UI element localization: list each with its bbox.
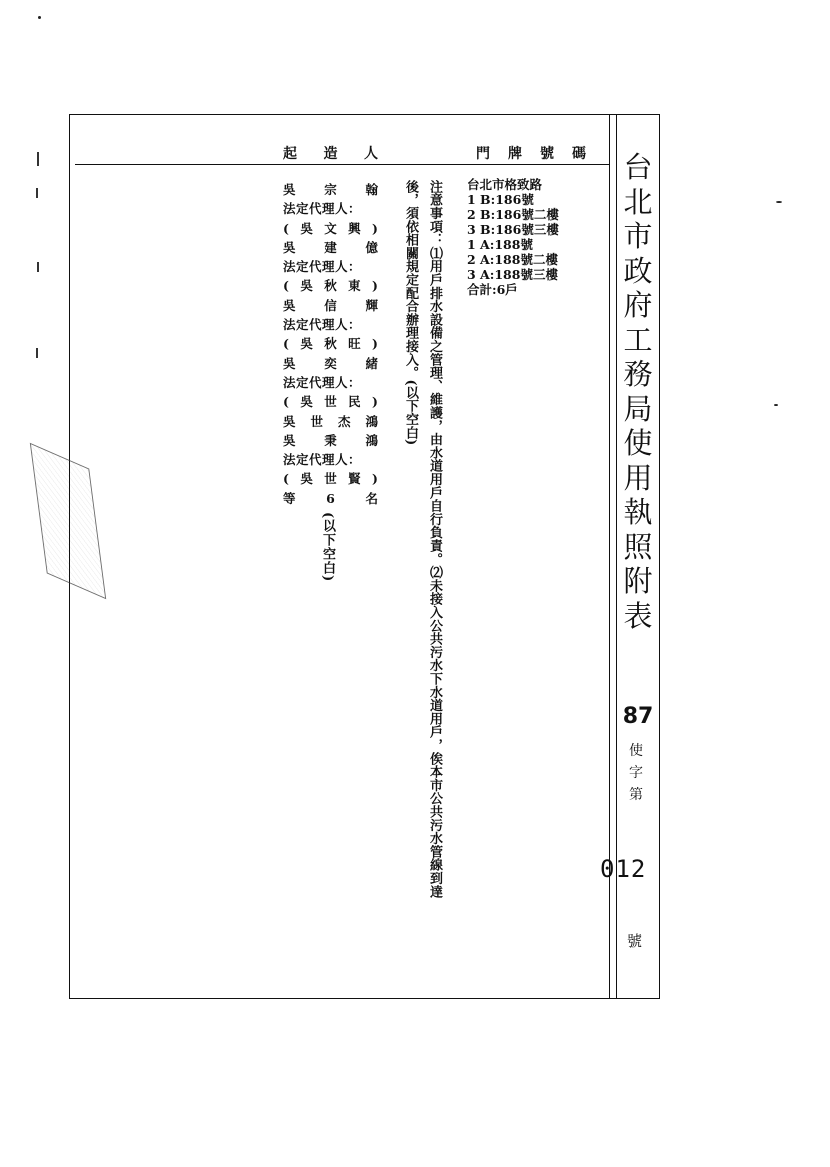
address-line: 合計:6戶 xyxy=(467,282,518,297)
owner-line: 法定代理人： xyxy=(283,259,362,275)
address-line: 3 B:186號三樓 xyxy=(467,222,559,237)
owner-line: ( 吳 世 賢 ) xyxy=(283,471,378,487)
address-line: 台北市格致路 xyxy=(467,177,543,192)
owners-blank-note: (以下空白) xyxy=(320,512,335,583)
permit-year: 87 xyxy=(622,704,654,729)
scan-edge-mark xyxy=(37,152,39,166)
owner-line: 法定代理人： xyxy=(283,452,362,468)
scan-edge-mark xyxy=(37,262,39,272)
owner-line: 法定代理人： xyxy=(283,201,362,217)
scan-edge-mark xyxy=(36,348,38,358)
owner-line: 吳 信 輝 xyxy=(283,297,378,313)
door-number-header: 門 牌 號 碼 xyxy=(476,146,586,162)
notes xyxy=(398,180,446,1000)
builder-header: 起 造 人 xyxy=(283,146,378,162)
address-line: 3 A:188號三樓 xyxy=(467,267,558,282)
address-line: 2 B:186號二樓 xyxy=(467,207,559,222)
owner-line: 吳 秉 鴻 xyxy=(283,432,378,448)
notes-line-1: 注意事項：⑴用戶排水設備之管理、維護，由水道用戶自行負責。⑵未接入公共污水下水道用戶，俟本市公共污水管線到達 xyxy=(427,180,442,899)
owner-line: 吳 奕 緒 xyxy=(283,355,378,371)
address-line: 1 A:188號 xyxy=(467,237,533,252)
permit-word: 使 字 第 xyxy=(629,743,643,803)
address-line: 1 B:186號 xyxy=(467,192,534,207)
document-title: 台 北 市 政 府 工 務 局 使 用 執 照 附 表 xyxy=(623,150,653,633)
owner-line: 等 6 名 xyxy=(283,490,378,506)
owner-line: ( 吳 秋 東 ) xyxy=(283,278,378,294)
owner-line: ( 吳 文 興 ) xyxy=(283,220,378,236)
owner-line: 吳 世 杰 鴻 xyxy=(283,413,378,429)
address-line: 2 A:188號二樓 xyxy=(467,252,558,267)
notes-line-2: 後，須依相關規定配合辦理接入。(以下空白) xyxy=(403,180,418,446)
address-list xyxy=(467,177,587,297)
scan-speck xyxy=(38,16,41,19)
permit-number: 012 xyxy=(600,855,647,883)
permit-suffix: 號 xyxy=(627,932,643,950)
scan-speck xyxy=(774,404,778,406)
scan-speck xyxy=(776,201,782,203)
owner-line: 吳 宗 翰 xyxy=(283,182,378,197)
owner-line: 吳 建 億 xyxy=(283,239,378,255)
header-rule xyxy=(75,164,610,165)
owners-list xyxy=(283,180,378,508)
owner-line: ( 吳 世 民 ) xyxy=(283,394,378,410)
owner-line: 法定代理人： xyxy=(283,317,362,333)
scan-edge-mark xyxy=(36,188,38,198)
owner-line: 法定代理人： xyxy=(283,374,362,390)
owner-line: ( 吳 秋 旺 ) xyxy=(283,336,378,352)
